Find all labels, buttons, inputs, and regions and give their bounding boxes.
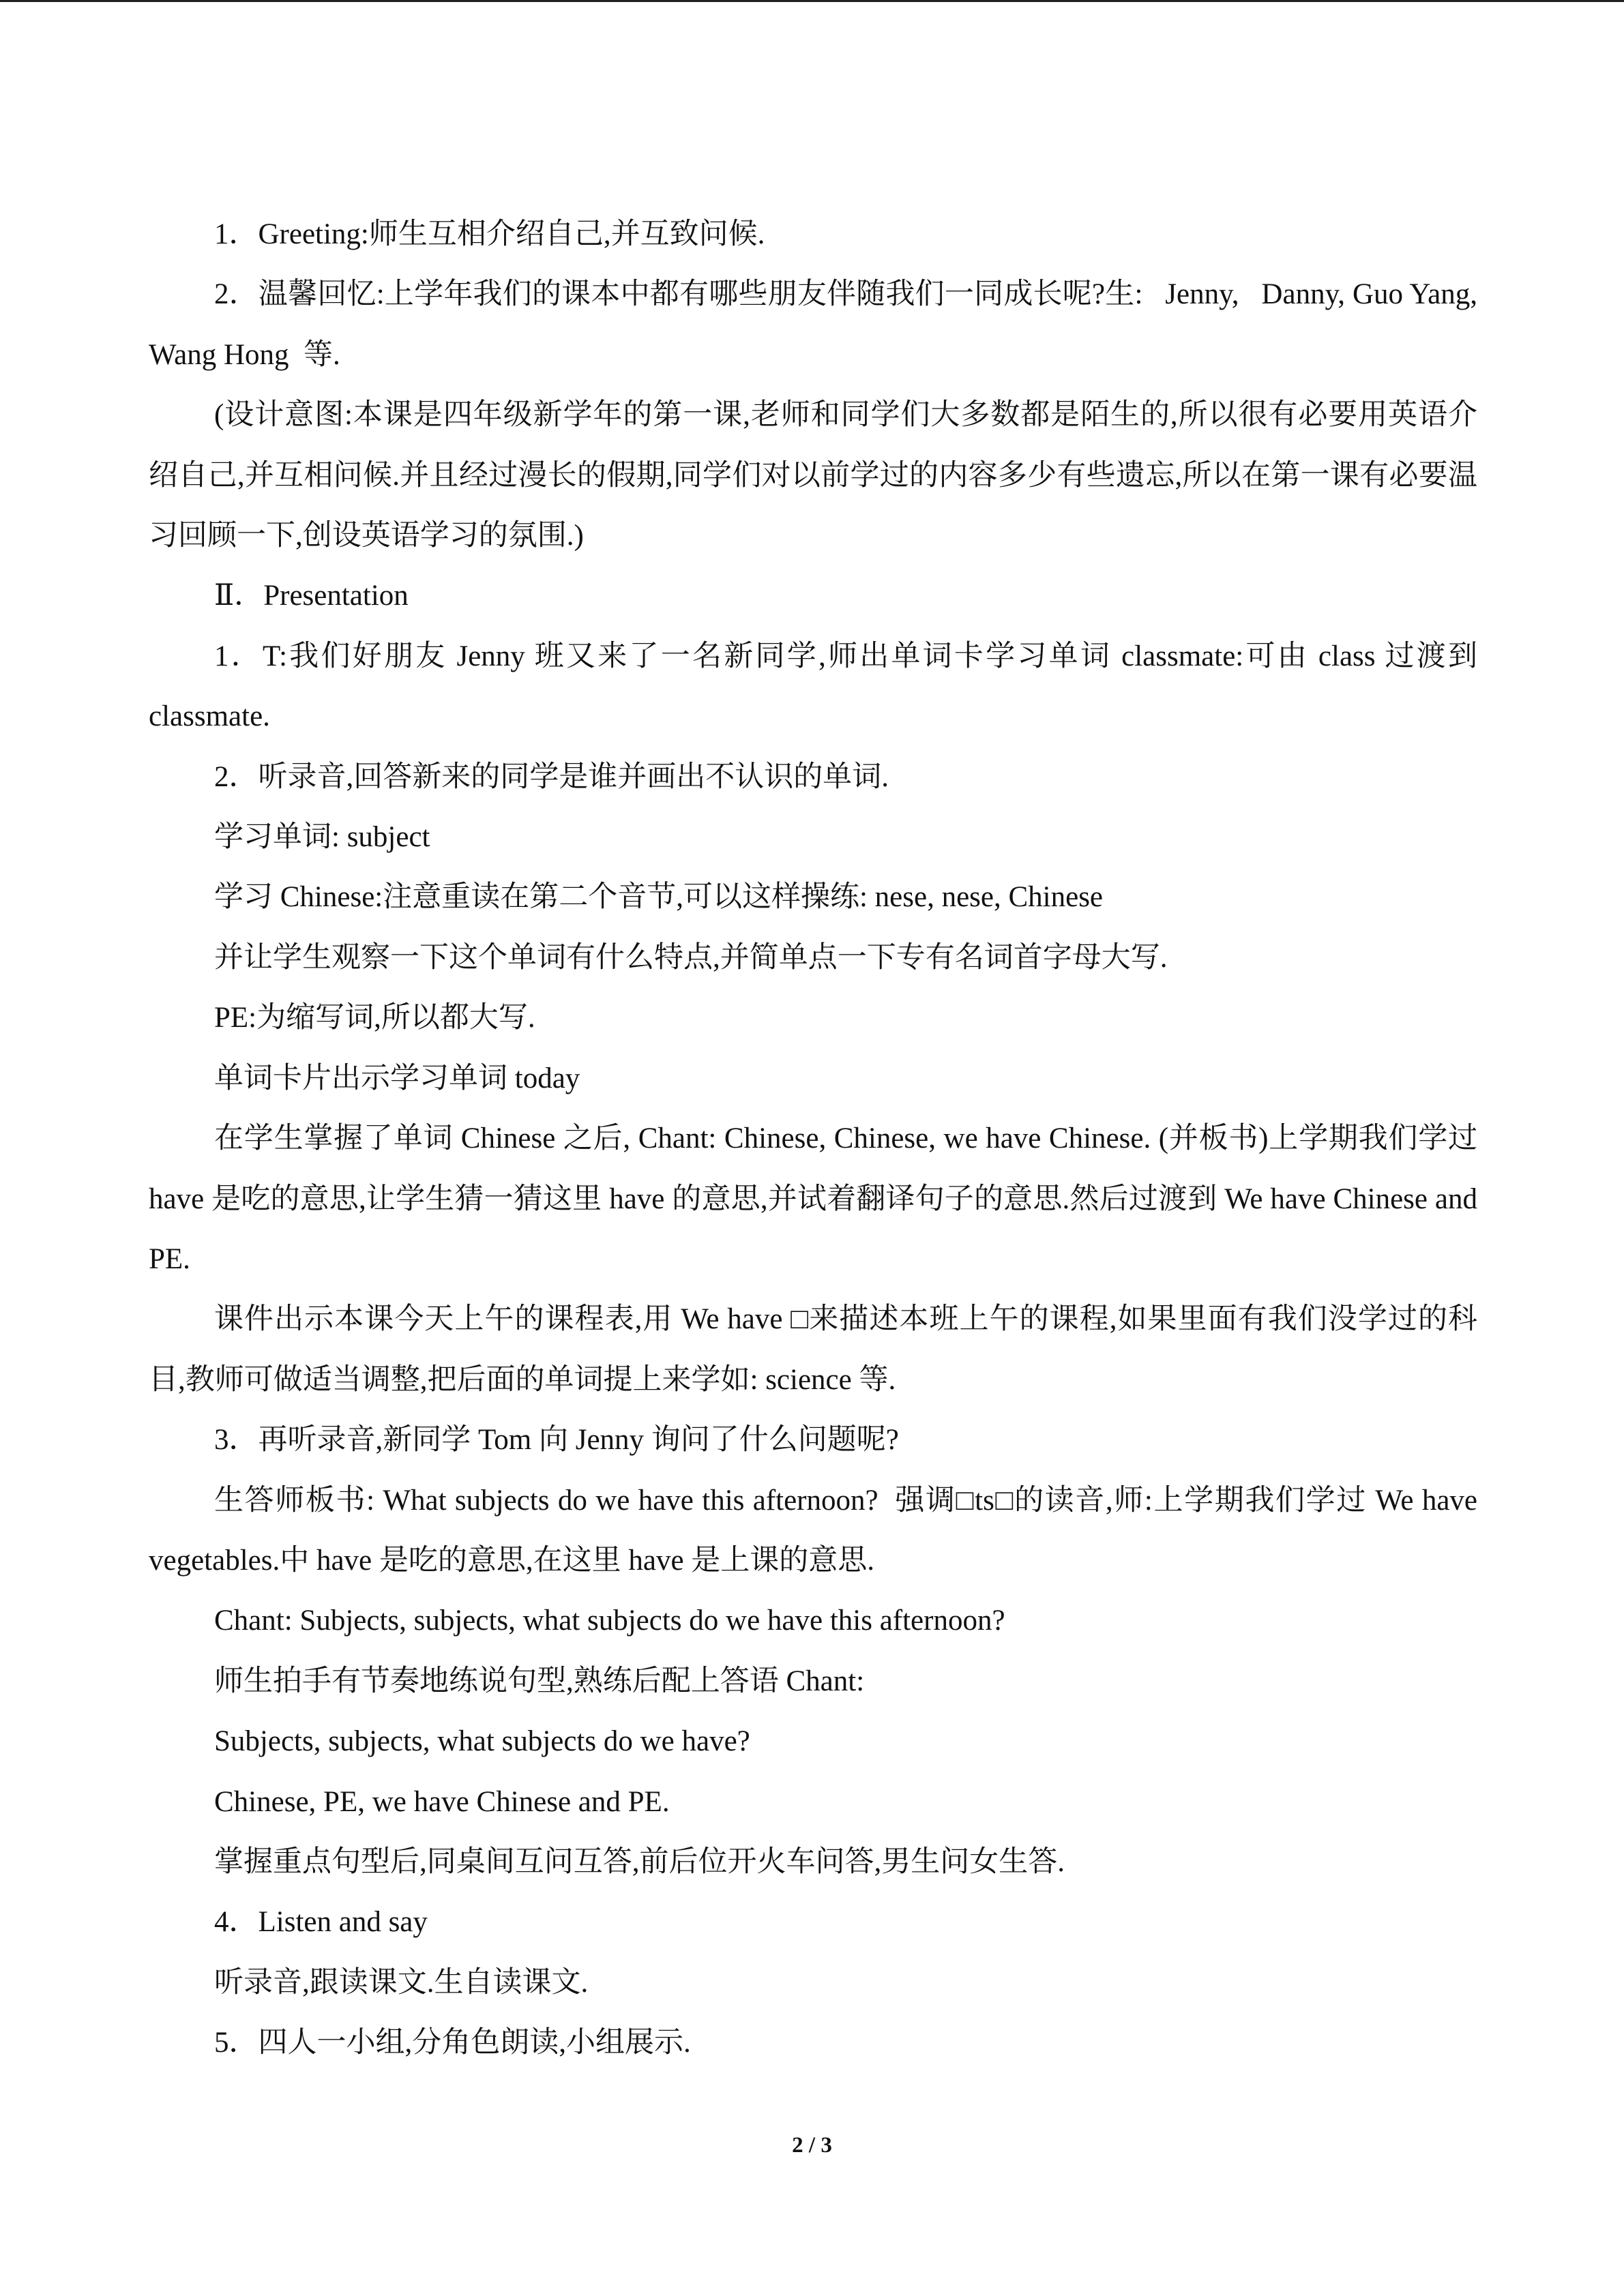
paragraph-chant-question: Subjects, subjects, what subjects do we have? xyxy=(214,1725,750,1758)
paragraph-group-role: 5．四人一小组,分角色朗读,小组展示. xyxy=(214,2027,691,2059)
document-body xyxy=(149,205,1485,2074)
paragraph-classmate: 1．T:我们好朋友 Jenny 班又来了一名新同学,师出单词卡学习单词 classmate:可由 class 过渡到 classmate. xyxy=(149,640,1485,733)
paragraph-pe: PE:为缩写词,所以都大写. xyxy=(214,1002,535,1034)
paragraph-pair-practice: 掌握重点句型后,同桌间互问互答,前后位开火车问答,男生问女生答. xyxy=(214,1845,1065,1878)
paragraph-listen-say: 4．Listen and say xyxy=(214,1906,428,1939)
paragraph-subject: 学习单词: subject xyxy=(214,821,430,854)
paragraph-greeting: 1．Greeting:师生互相介绍自己,并互致问候. xyxy=(214,218,765,250)
paragraph-chinese: 学习 Chinese:注意重读在第二个音节,可以这样操练: nese, nese, Chinese xyxy=(214,881,1104,914)
paragraph-today: 单词卡片出示学习单词 today xyxy=(214,1062,580,1094)
paragraph-listen-again: 3．再听录音,新同学 Tom 向 Jenny 询问了什么问题呢? xyxy=(214,1424,899,1457)
top-border-line xyxy=(0,0,1624,2)
paragraph-chant-answer: Chinese, PE, we have Chinese and PE. xyxy=(214,1785,670,1818)
paragraph-read-aloud: 听录音,跟读课文.生自读课文. xyxy=(214,1966,589,1999)
paragraph-listen: 2．听录音,回答新来的同学是谁并画出不认识的单词. xyxy=(214,760,889,793)
paragraph-chant-subjects: Chant: Subjects, subjects, what subjects do we have this afternoon? xyxy=(214,1605,1005,1637)
page-number: 2 / 3 xyxy=(792,2133,832,2158)
paragraph-schedule: 课件出示本课今天上午的课程表,用 We have □来描述本班上午的课程,如果里面有我们没学过的科目,教师可做适当调整,把后面的单词提上来学如: science 等. xyxy=(149,1303,1477,1396)
paragraph-clap: 师生拍手有节奏地练说句型,熟练后配上答语 Chant: xyxy=(214,1665,865,1697)
paragraph-design-intent: (设计意图:本课是四年级新学年的第一课,老师和同学们大多数都是陌生的,所以很有必要用英语介绍自己,并互相问候.并且经过漫长的假期,同学们对以前学过的内容多少有些遗忘,所以在第一课有必要温习回顾一下,创设英语学习的氛围.) xyxy=(149,399,1477,552)
paragraph-capital: 并让学生观察一下这个单词有什么特点,并简单点一下专有名词首字母大写. xyxy=(214,941,1168,974)
paragraph-review: 2．温馨回忆:上学年我们的课本中都有哪些朋友伴随我们一同成长呢?生: Jenny, Danny, Guo Yang, Wang Hong 等. xyxy=(149,278,1484,371)
paragraph-chant-chinese: 在学生掌握了单词 Chinese 之后, Chant: Chinese, Chinese, we have Chinese. (并板书)上学期我们学过 have 是吃的意思,让学生猜一猜这里 have 的意思,并试着翻译句子的意思.然后过渡到 We have Chinese and PE. xyxy=(149,1122,1485,1275)
section-heading-presentation: Ⅱ．Presentation xyxy=(214,580,409,612)
paragraph-blackboard: 生答师板书: What subjects do we have this afternoon? 强调□ts□的读音,师:上学期我们学过 We have vegetables.中 have 是吃的意思,在这里 have 是上课的意思. xyxy=(149,1484,1485,1577)
